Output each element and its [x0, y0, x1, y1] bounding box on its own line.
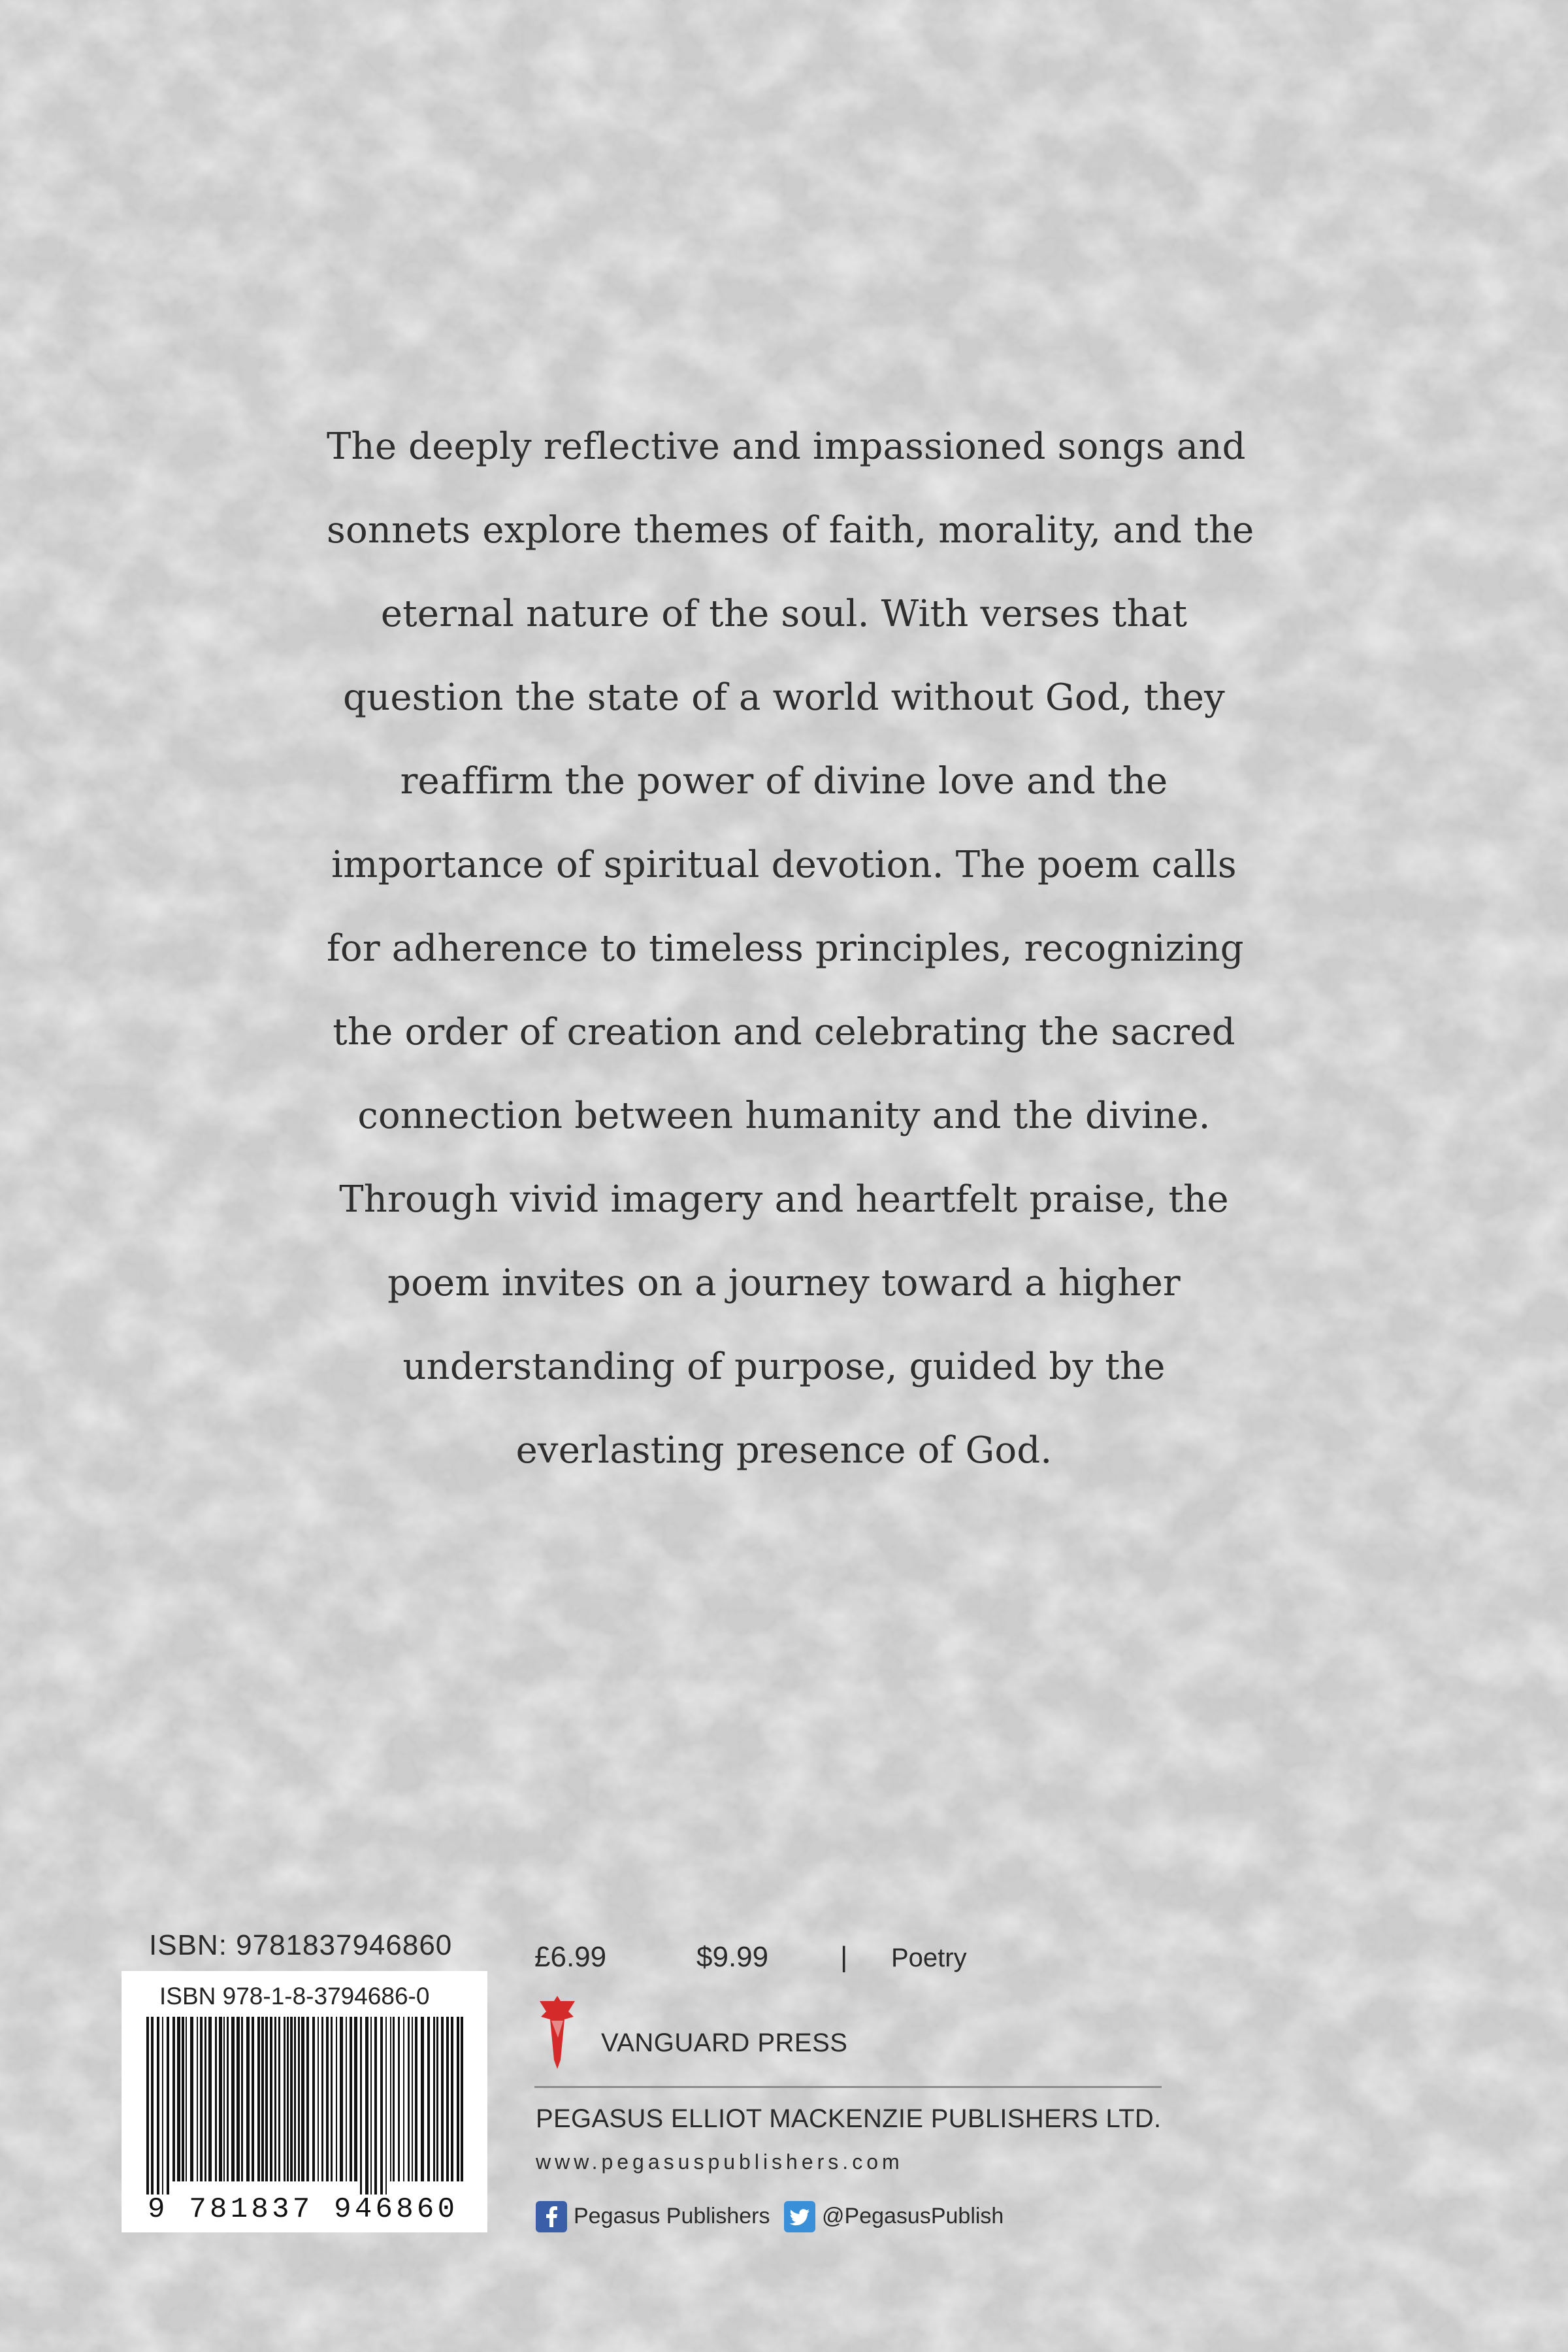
barcode-bar — [390, 2017, 391, 2181]
barcode-bar — [461, 2017, 463, 2181]
genre-label: Poetry — [891, 1944, 967, 1972]
barcode-bar — [190, 2017, 193, 2181]
barcode-bar — [446, 2017, 449, 2181]
barcode-bar — [246, 2017, 250, 2181]
barcode-bar — [436, 2017, 438, 2181]
blurb-line: poem invites on a journey toward a higher — [387, 1262, 1181, 1304]
barcode-bar — [301, 2017, 304, 2181]
barcode-bar — [186, 2017, 187, 2181]
barcode-bar — [350, 2017, 352, 2181]
price-separator: | — [840, 1941, 848, 1973]
blurb-line: The deeply reflective and impassioned songs and — [327, 425, 1246, 468]
blurb-line: the order of creation and celebrating the sacred — [333, 1011, 1235, 1053]
barcode-bar — [241, 2017, 243, 2181]
barcode-bar — [261, 2017, 264, 2181]
barcode-bar — [370, 2017, 372, 2195]
blurb-line: for adherence to timeless principles, recognizing — [327, 927, 1244, 970]
barcode-bar — [451, 2017, 453, 2181]
barcode-bar — [374, 2017, 377, 2195]
blurb-line: reaffirm the power of divine love and the — [400, 760, 1168, 803]
barcode-bar — [257, 2017, 260, 2181]
barcode-bar — [182, 2017, 184, 2181]
barcode-bar — [298, 2017, 300, 2181]
barcode-bar — [346, 2017, 347, 2181]
barcode-bar — [157, 2017, 159, 2195]
blurb-line: sonnets explore themes of faith, morality, and the — [327, 509, 1254, 552]
barcode-bar — [172, 2017, 175, 2181]
twitter-bird-icon[interactable] — [784, 2201, 815, 2232]
facebook-handle[interactable]: Pegasus Publishers — [574, 2204, 770, 2228]
barcode-bar — [412, 2017, 413, 2181]
barcode-bar — [415, 2017, 417, 2181]
barcode-bar — [318, 2017, 319, 2181]
barcode-bar — [265, 2017, 268, 2181]
barcode-bar — [252, 2017, 254, 2181]
blurb-line: Through vivid imagery and heartfelt praise, the — [339, 1178, 1229, 1221]
barcode-bar — [306, 2017, 309, 2181]
blurb-line: question the state of a world without God, they — [343, 676, 1225, 719]
isbn-label: ISBN: 9781837946860 — [149, 1929, 453, 1961]
barcode — [122, 1971, 487, 2232]
divider — [534, 2086, 1162, 2088]
barcode-bar — [151, 2017, 154, 2195]
barcode-isbn-text: ISBN 978-1-8-3794686-0 — [159, 1983, 430, 2010]
vanguard-press-logo-icon — [534, 1995, 580, 2070]
twitter-handle[interactable]: @PegasusPublish — [822, 2204, 1004, 2228]
barcode-digits: 9 781837 946860 — [148, 2193, 455, 2226]
barcode-bar — [274, 2017, 276, 2181]
barcode-bar — [393, 2017, 395, 2181]
blurb-line: everlasting presence of God. — [515, 1429, 1053, 1472]
barcode-bar — [294, 2017, 296, 2181]
barcode-bar — [278, 2017, 280, 2181]
barcode-bar — [290, 2017, 293, 2181]
publisher-name: PEGASUS ELLIOT MACKENZIE PUBLISHERS LTD. — [536, 2104, 1162, 2133]
barcode-bar — [200, 2017, 203, 2181]
barcode-bar — [321, 2017, 323, 2181]
barcode-bar — [441, 2017, 444, 2181]
barcode-bar — [380, 2017, 383, 2195]
barcode-bar — [227, 2017, 229, 2181]
blurb-line: eternal nature of the soul. With verses that — [380, 593, 1188, 635]
barcode-bar — [287, 2017, 289, 2181]
barcode-bar — [385, 2017, 387, 2195]
blurb-text — [327, 405, 1254, 1493]
imprint-name: VANGUARD PRESS — [601, 2029, 848, 2057]
barcode-bar — [403, 2017, 404, 2181]
barcode-bar — [177, 2017, 180, 2181]
barcode-bar — [360, 2017, 362, 2195]
barcode-bar — [427, 2017, 430, 2181]
barcode-bar — [219, 2017, 222, 2181]
blurb-line: connection between humanity and the divine. — [357, 1095, 1211, 1137]
barcode-bar — [284, 2017, 286, 2181]
barcode-bar — [457, 2017, 459, 2181]
barcode-bar — [336, 2017, 337, 2181]
barcode-bar — [204, 2017, 206, 2181]
barcode-bar — [398, 2017, 400, 2181]
barcode-bar — [197, 2017, 198, 2181]
barcode-bar — [208, 2017, 212, 2181]
facebook-icon[interactable] — [536, 2201, 567, 2232]
blurb-line: importance of spiritual devotion. The poem calls — [331, 844, 1237, 886]
barcode-bar — [354, 2017, 357, 2181]
barcode-bar — [215, 2017, 217, 2181]
barcode-bar — [421, 2017, 424, 2181]
barcode-bar — [270, 2017, 272, 2181]
barcode-bar — [433, 2017, 435, 2181]
barcode-bars — [122, 1971, 487, 2232]
price-usd: $9.99 — [696, 1941, 769, 1973]
blurb-line: understanding of purpose, guided by the — [402, 1346, 1166, 1388]
barcode-bar — [223, 2017, 225, 2181]
barcode-bar — [340, 2017, 343, 2181]
barcode-bar — [162, 2017, 163, 2195]
barcode-bar — [312, 2017, 315, 2181]
price-gbp: £6.99 — [534, 1941, 607, 1973]
barcode-bar — [326, 2017, 329, 2181]
barcode-bar — [365, 2017, 368, 2195]
barcode-bar — [146, 2017, 149, 2195]
barcode-bar — [231, 2017, 235, 2181]
barcode-bar — [408, 2017, 410, 2181]
publisher-website-link[interactable]: www.pegasuspublishers.com — [536, 2150, 904, 2174]
barcode-bar — [331, 2017, 333, 2181]
barcode-bar — [237, 2017, 240, 2181]
barcode-bar — [167, 2017, 169, 2195]
